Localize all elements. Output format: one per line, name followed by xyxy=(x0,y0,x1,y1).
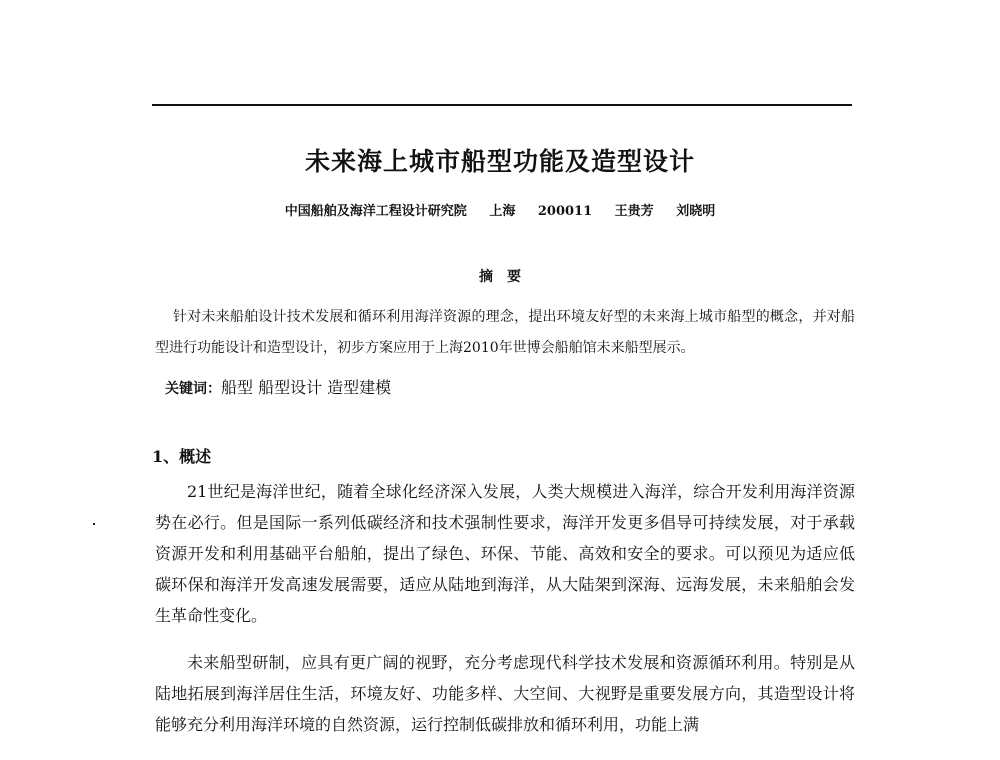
abstract-heading: 摘要 xyxy=(479,269,535,285)
city-name: 上海 xyxy=(489,204,516,219)
author-name: 刘晓明 xyxy=(676,204,716,219)
author-name: 王贵芳 xyxy=(614,204,654,219)
paper-title: 未来海上城市船型功能及造型设计 xyxy=(304,147,695,176)
body-paragraph: 21世纪是海洋世纪，随着全球化经济深入发展，人类大规模进入海洋，综合开发利用海洋资源势在必行。但是国际一系列低碳经济和技术强制性要求，海洋开发更多倡导可持续发展，对于承载资源开发和利用基础平台船舶，提出了绿色、环保、节能、高效和安全的要求。可以预见为适应低碳环保和海洋开发高速发展需要，适应从陆地到海洋，从大陆架到深海、远海发展，未来船舶会发生革命性变化。 xyxy=(155,482,855,625)
abstract-text: 针对未来船舶设计技术发展和循环利用海洋资源的理念，提出环境友好型的未来海上城市船型的概念，并对船型进行功能设计和造型设计，初步方案应用于上海2010年世博会船舶馆未来船型展示。 xyxy=(155,309,855,356)
keywords-label: 关键词： xyxy=(165,381,221,397)
section-heading: 1、概述 xyxy=(152,447,212,466)
header-rule xyxy=(152,104,852,106)
keywords-list: 船型 船型设计 造型建模 xyxy=(221,378,392,397)
affiliation-line xyxy=(0,200,1000,219)
scan-speck xyxy=(93,523,95,525)
keywords-line xyxy=(165,375,391,398)
postcode: 200011 xyxy=(537,204,593,219)
body-paragraph: 未来船型研制，应具有更广阔的视野，充分考虑现代科学技术发展和资源循环利用。特别是从陆地拓展到海洋居住生活，环境友好、功能多样、大空间、大视野是重要发展方向，其造型设计将能够充分利用海洋环境的自然资源，运行控制低碳排放和循环利用，功能上满 xyxy=(155,653,855,734)
institute-name: 中国船舶及海洋工程设计研究院 xyxy=(284,204,467,219)
